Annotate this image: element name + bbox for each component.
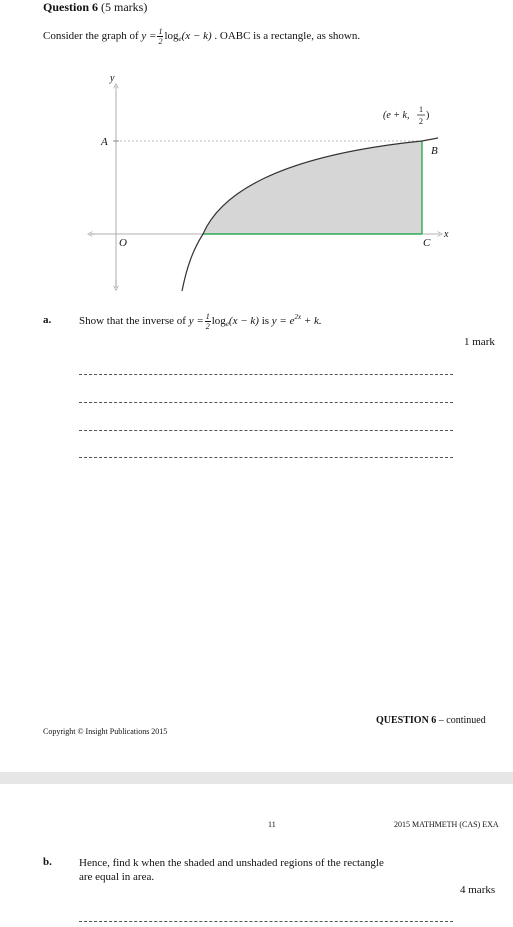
part-a-marks: 1 mark xyxy=(464,336,495,348)
continued-bold: QUESTION 6 xyxy=(376,715,437,726)
exam-header: 2015 MATHMETH (CAS) EXA xyxy=(394,820,499,829)
part-b-line2: are equal in area. xyxy=(79,871,155,883)
answer-line[interactable] xyxy=(79,921,453,922)
answer-line[interactable] xyxy=(79,457,453,458)
question-intro xyxy=(43,27,360,46)
part-a-inverse-tail: + k. xyxy=(303,315,322,328)
page-number: 11 xyxy=(268,820,276,829)
part-a-is: is xyxy=(261,315,270,328)
part-a-arg: (x − k) xyxy=(228,315,259,328)
part-a-text xyxy=(79,312,322,331)
point-a-label: A xyxy=(101,136,108,148)
continued-rest: – continued xyxy=(438,715,486,726)
part-b-marks: 4 marks xyxy=(460,884,496,896)
y-axis-label: y xyxy=(110,73,115,84)
eq-y: y = xyxy=(141,30,157,43)
point-b-coord-suffix: ) xyxy=(426,110,430,121)
part-a-inverse xyxy=(272,315,322,327)
question-marks: (5 marks) xyxy=(101,0,148,14)
eq-arg: (x − k) xyxy=(181,30,212,43)
log-graph xyxy=(85,70,465,295)
part-a-log: log xyxy=(211,315,226,328)
part-a-eq-y: y = xyxy=(188,315,204,328)
point-b-label: B xyxy=(431,145,438,157)
point-b-frac-den: 2 xyxy=(419,117,423,126)
eq-log-base: e xyxy=(178,35,182,44)
x-axis-label: x xyxy=(444,229,449,240)
question-title xyxy=(43,0,147,15)
part-a-label: a. xyxy=(43,314,52,326)
part-a-inverse-exp: 2x xyxy=(294,313,302,322)
part-b-text xyxy=(79,856,439,884)
point-b-coord-prefix: (e + k, xyxy=(383,110,410,121)
origin-label: O xyxy=(119,237,127,249)
eq-fraction xyxy=(157,27,163,46)
answer-line[interactable] xyxy=(79,374,453,375)
part-b-line1: Hence, find k when the shaded and unshaded regions of the rectangle xyxy=(79,857,384,869)
answer-line[interactable] xyxy=(79,402,453,403)
question-number: Question 6 xyxy=(43,0,99,14)
intro-suffix: . OABC is a rectangle, as shown. xyxy=(214,30,361,43)
intro-equation xyxy=(141,27,214,46)
shaded-region xyxy=(203,141,422,234)
copyright: Copyright © Insight Publications 2015 xyxy=(43,727,168,736)
eq-frac-den: 2 xyxy=(158,37,163,46)
part-a-fraction xyxy=(205,312,211,331)
intro-prefix: Consider the graph of xyxy=(43,30,139,43)
part-b-label: b. xyxy=(43,856,52,868)
part-a-equation xyxy=(188,312,259,331)
answer-line[interactable] xyxy=(79,430,453,431)
eq-frac-num: 1 xyxy=(158,27,163,36)
eq-log: log xyxy=(164,30,179,43)
point-b-frac-num: 1 xyxy=(419,105,423,114)
point-c-label: C xyxy=(423,237,431,249)
question-continued xyxy=(376,715,486,726)
part-a-frac-num: 1 xyxy=(205,312,210,321)
part-a-prefix: Show that the inverse of xyxy=(79,315,186,328)
part-a-inverse-y: y = e xyxy=(271,315,295,328)
part-a-log-base: e xyxy=(225,320,229,329)
page-separator xyxy=(0,772,513,784)
part-a-frac-den: 2 xyxy=(205,322,210,331)
